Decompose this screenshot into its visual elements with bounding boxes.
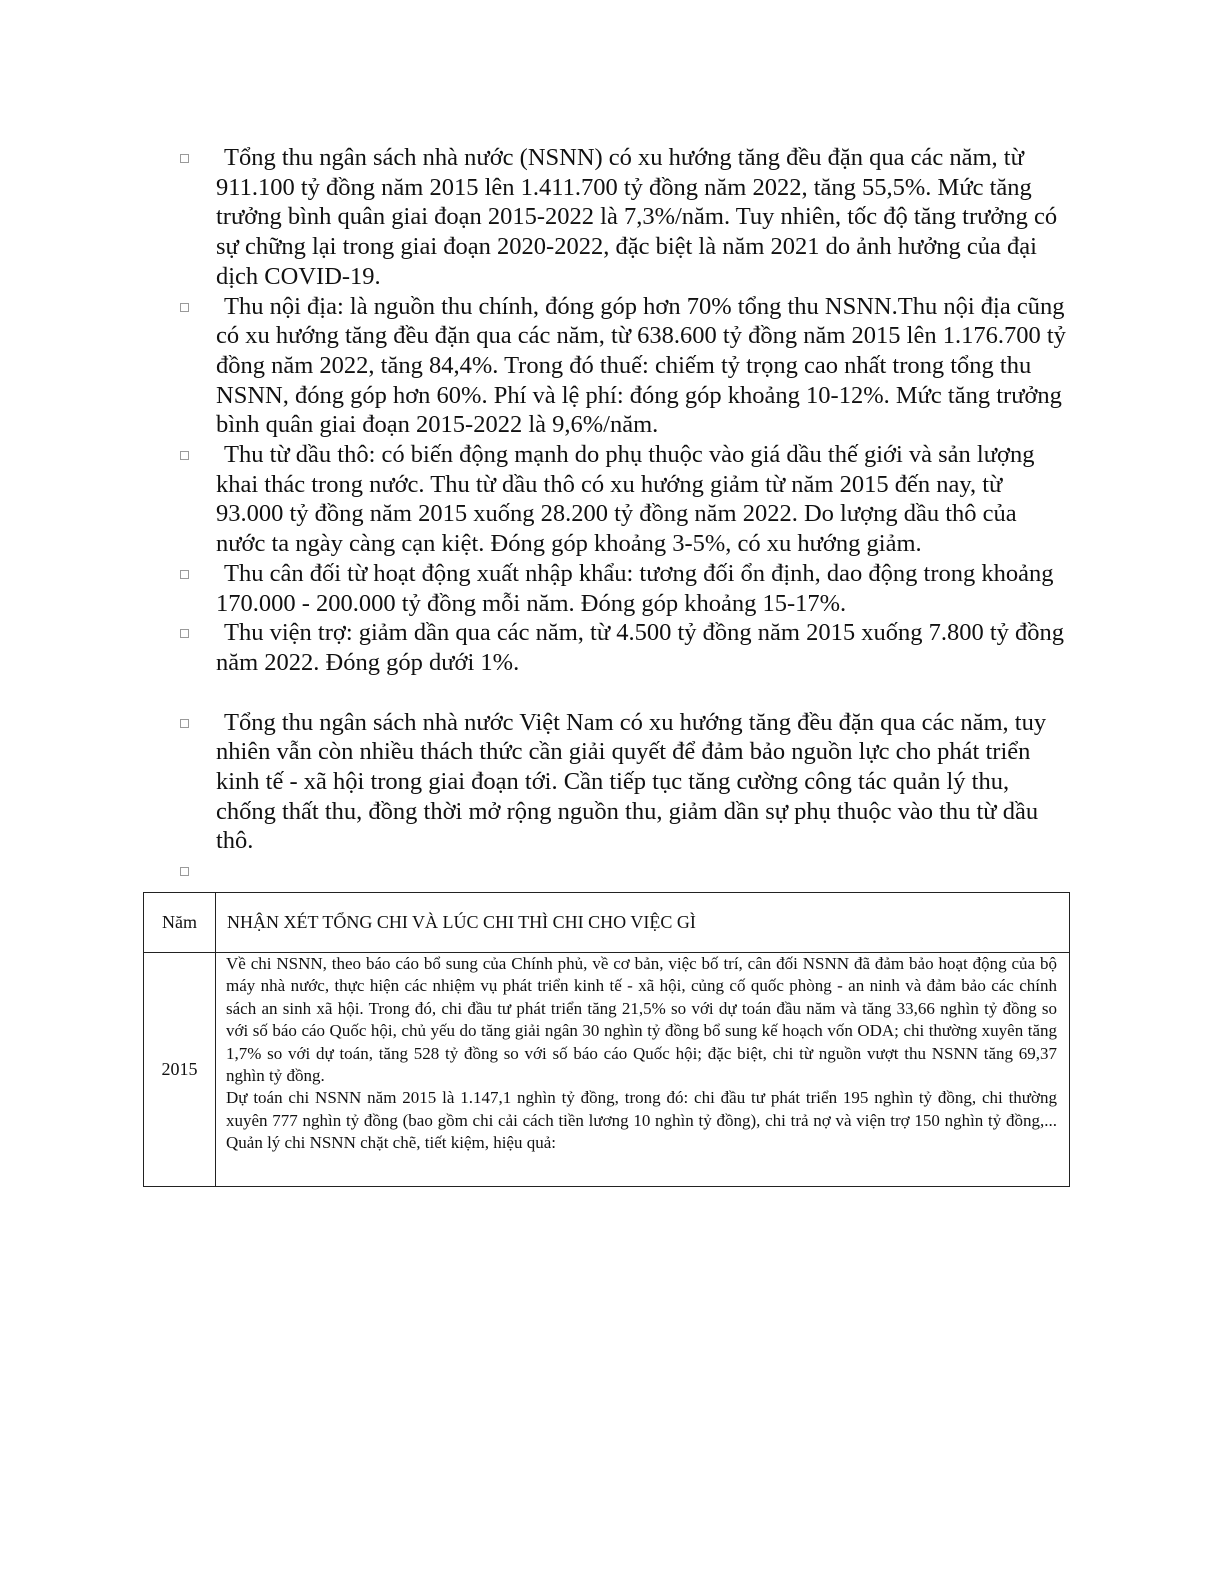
- bullet-text: Thu cân đối từ hoạt động xuất nhập khẩu: tương đối ổn định, dao động trong khoảng 170.000 - 200.000 tỷ đồng mỗi năm. Đóng góp khoảng 15-17%.: [216, 559, 1054, 617]
- list-item: [180, 143, 1070, 292]
- bullet-marker-icon: [180, 154, 189, 163]
- conclusion-item: [180, 708, 1070, 857]
- bullet-marker-icon: [180, 570, 189, 579]
- header-title-cell: NHẬN XÉT TỔNG CHI VÀ LÚC CHI THÌ CHI CHO VIỆC GÌ: [216, 893, 1070, 953]
- bullet-text: Thu từ dầu thô: có biến động mạnh do phụ thuộc vào giá dầu thế giới và sản lượng khai thác trong nước. Thu từ dầu thô có xu hướng giảm từ năm 2015 đến nay, từ 93.000 tỷ đồng năm 2015 xuống 28.200 tỷ đồng năm 2022. Do lượng dầu thô của nước ta ngày càng cạn kiệt. Đóng góp khoảng 3-5%, có xu hướng giảm.: [216, 441, 1035, 558]
- bullet-text: Thu viện trợ: giảm dần qua các năm, từ 4.500 tỷ đồng năm 2015 xuống 7.800 tỷ đồng năm 2022. Đóng góp dưới 1%.: [216, 619, 1065, 676]
- conclusion-text: Tổng thu ngân sách nhà nước Việt Nam có xu hướng tăng đều đặn qua các năm, tuy nhiên vẫn còn nhiều thách thức cần giải quyết để đảm bảo nguồn lực cho phát triển kinh tế - xã hội trong giai đoạn tới. Cần tiếp tục tăng cường công tác quản lý thu, chống thất thu, đồng thời mở rộng nguồn thu, giảm dần sự phụ thuộc vào thu từ dầu thô.: [216, 708, 1047, 855]
- bullet-marker-icon: [180, 629, 189, 638]
- commentary-cell: [216, 953, 1070, 1187]
- bullet-text: Tổng thu ngân sách nhà nước (NSNN) có xu hướng tăng đều đặn qua các năm, từ 911.100 tỷ đồng năm 2015 lên 1.411.700 tỷ đồng năm 2022, tăng 55,5%. Mức tăng trưởng bình quân giai đoạn 2015-2022 là 7,3%/năm. Tuy nhiên, tốc độ tăng trưởng có sự chững lại trong giai đoạn 2020-2022, đặc biệt là năm 2021 do ảnh hưởng của đại dịch COVID-19.: [216, 144, 1058, 290]
- commentary-paragraph: Về chi NSNN, theo báo cáo bổ sung của Chính phủ, về cơ bản, việc bố trí, cân đối NSNN đã đảm bảo hoạt động của bộ máy nhà nước, thực hiện các nhiệm vụ phát triển kinh tế - xã hội, củng cố quốc phòng - an ninh và đảm bảo các chính sách an sinh xã hội. Trong đó, chi đầu tư phát triển tăng 21,5% so với dự toán đầu năm và tăng 33,66 nghìn tỷ đồng so với số báo cáo Quốc hội, chủ yếu do tăng giải ngân 30 nghìn tỷ đồng bổ sung kế hoạch vốn ODA; chi thường xuyên tăng 1,7% so với dự toán, tăng 528 tỷ đồng so với số báo cáo Quốc hội; đặc biệt, chi từ nguồn vượt thu NSNN tăng 69,37 nghìn tỷ đồng.: [226, 954, 1057, 1086]
- bullet-marker-icon: [180, 303, 189, 312]
- revenue-bullet-list: [180, 143, 1070, 884]
- empty-list-item: [180, 856, 1070, 884]
- bullet-marker-icon: [180, 867, 189, 876]
- list-item: [180, 559, 1070, 618]
- bullet-text: Thu nội địa: là nguồn thu chính, đóng góp hơn 70% tổng thu NSNN.Thu nội địa cũng có xu hướng tăng đều đặn qua các năm, từ 638.600 tỷ đồng năm 2015 lên 1.176.700 tỷ đồng năm 2022, tăng 84,4%. Trong đó thuế: chiếm tỷ trọng cao nhất trong tổng thu NSNN, đóng góp hơn 60%. Phí và lệ phí: đóng góp khoảng 10-12%. Mức tăng trưởng bình quân giai đoạn 2015-2022 là 9,6%/năm.: [216, 292, 1066, 439]
- table-header-row: [144, 893, 1070, 953]
- list-item: [180, 292, 1070, 441]
- list-item: [180, 618, 1070, 677]
- spacer: [180, 678, 1070, 708]
- header-year-cell: Năm: [144, 893, 216, 953]
- list-item: [180, 440, 1070, 559]
- spending-table: [143, 892, 1070, 1187]
- bullet-marker-icon: [180, 451, 189, 460]
- year-cell: 2015: [144, 953, 216, 1187]
- bullet-marker-icon: [180, 719, 189, 728]
- commentary-paragraph: Dự toán chi NSNN năm 2015 là 1.147,1 nghìn tỷ đồng, trong đó: chi đầu tư phát triển 195 nghìn tỷ đồng, chi thường xuyên 777 nghìn tỷ đồng (bao gồm chi cải cách tiền lương 10 nghìn tỷ đồng), chi trả nợ và viện trợ 150 nghìn tỷ đồng,... Quản lý chi NSNN chặt chẽ, tiết kiệm, hiệu quả:: [226, 1088, 1057, 1153]
- table-row: [144, 953, 1070, 1187]
